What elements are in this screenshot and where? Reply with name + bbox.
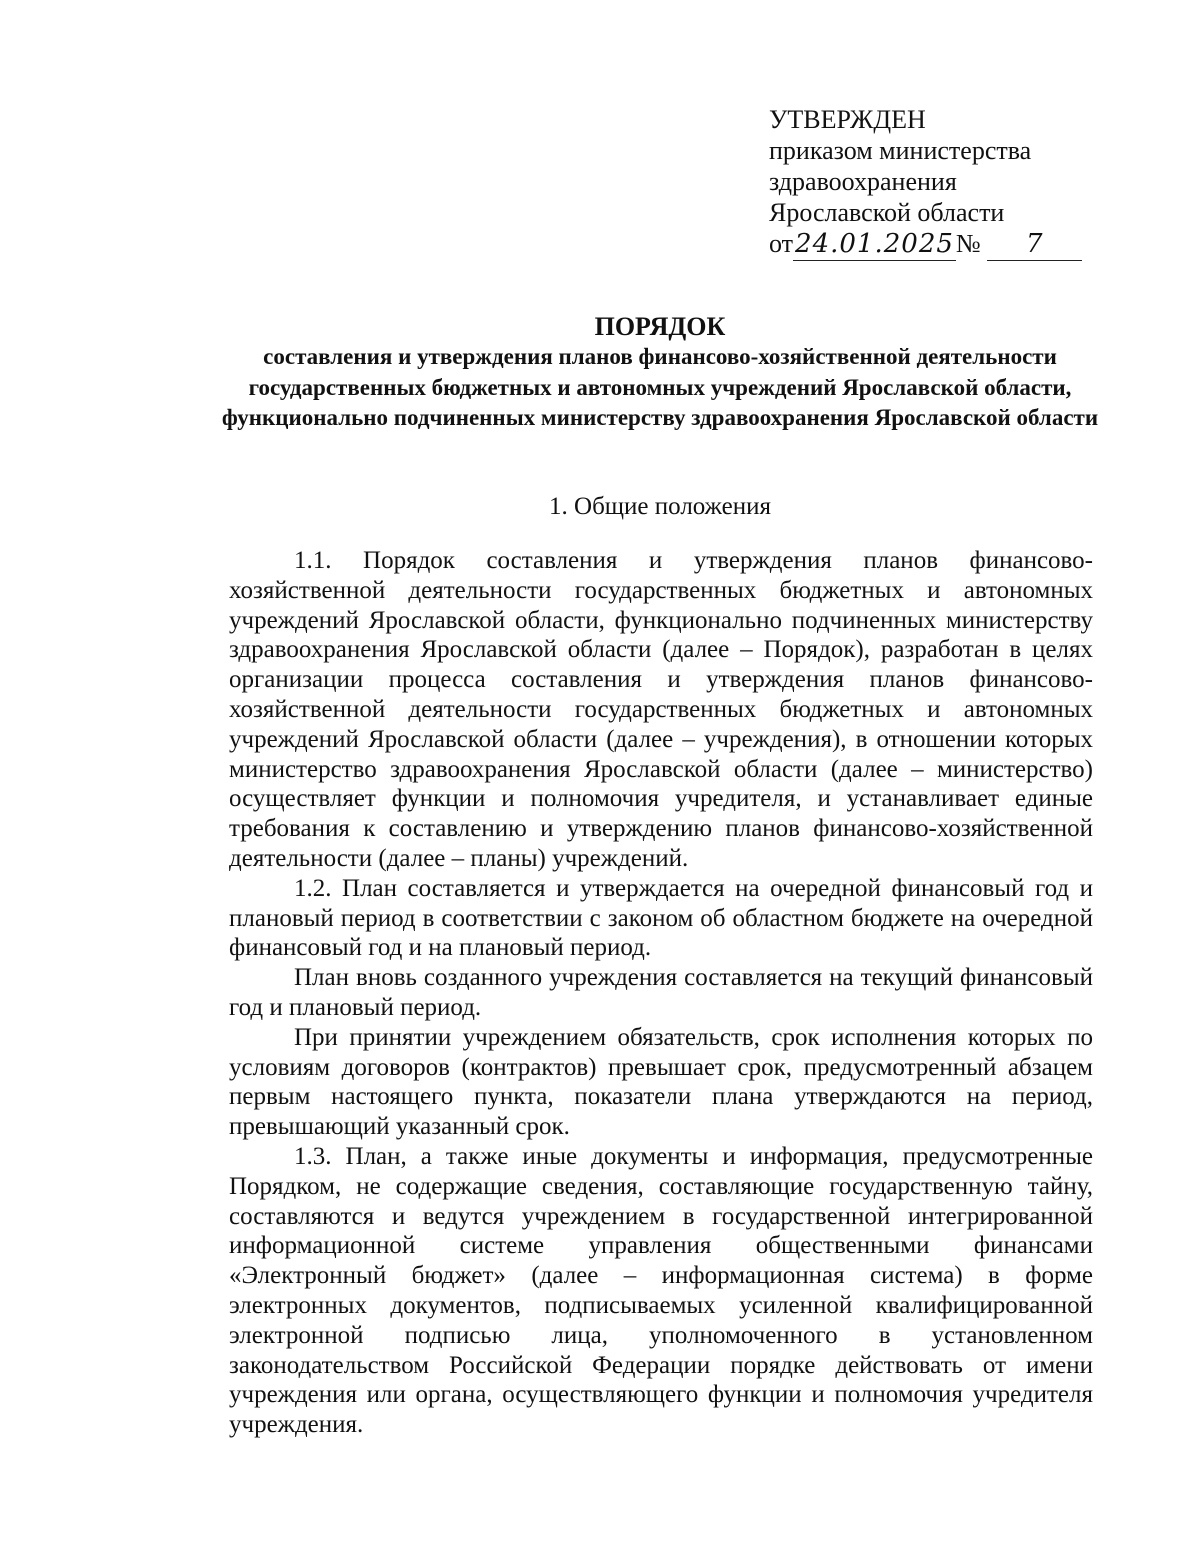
paragraph-1-1: 1.1. Порядок составления и утверждения планов финансово-хозяйственной деятельности государственных бюджетных и автономных учреждений Ярославской области, функционально подчиненных министерству здравоохранения Ярославской области (далее – Порядок), разработан в целях организации процесса составления и утверждения планов финансово-хозяйственной деятельности государственных бюджетных и автономных учреждений Ярославской области (далее – учреждения), в отношении которых министерство здравоохранения Ярославской области (далее – министерство) осуществляет функции и полномочия учредителя, и устанавливает единые требования к составлению и утверждению планов финансово-хозяйственной деятельности (далее – планы) учреждений. (229, 547, 1093, 872)
date-prefix: от (769, 229, 794, 258)
number-prefix: № (955, 229, 981, 258)
paragraph-1-2: 1.2. План составляется и утверждается на очередной финансовый год и плановый период в соответствии с законом об областном бюджете на очередной финансовый год и на плановый период. (229, 874, 1093, 962)
approval-ministry-line: здравоохранения (769, 167, 957, 196)
document-title: ПОРЯДОК (594, 312, 726, 341)
paragraph-1-2-new-institution: План вновь созданного учреждения составляется на текущий финансовый год и плановый период. (229, 964, 1093, 1021)
approval-heading: УТВЕРЖДЕН (769, 105, 926, 134)
handwritten-number: 7 (987, 229, 1082, 261)
approval-date-line (769, 228, 1082, 261)
paragraph-1-3: 1.3. План, а также иные документы и информация, предусмотренные Порядком, не содержащие сведения, составляющие государственную тайну, составляются и ведутся учреждением в государственной интегрированной информационной системе управления общественными финансами «Электронный бюджет» (далее – информационная система) в форме электронных документов, подписываемых усиленной квалифицированной электронной подписью лица, уполномоченного в установленном законодательством Российской Федерации порядке действовать от имени учреждения или органа, осуществляющего функции и полномочия учредителя учреждения. (229, 1142, 1093, 1439)
document-subtitle: составления и утверждения планов финансово-хозяйственной деятельности государственных бюджетных и автономных учреждений Ярославской области, функционально подчиненных министерству здравоохранения Ярославской области (221, 344, 1099, 430)
handwritten-date: 24.01.2025 (795, 229, 954, 259)
section-heading: 1. Общие положения (549, 493, 771, 520)
paragraph-1-2-obligations: При принятии учреждением обязательств, срок исполнения которых по условиям договоров (контрактов) превышает срок, предусмотренный абзацем первым настоящего пункта, показатели плана утверждаются на период, превышающий указанный срок. (229, 1023, 1093, 1141)
document-body (229, 546, 1093, 1440)
approval-region-line: Ярославской области (769, 198, 1005, 227)
approval-stamp-block (769, 104, 1082, 261)
approval-order-line: приказом министерства (769, 136, 1032, 165)
